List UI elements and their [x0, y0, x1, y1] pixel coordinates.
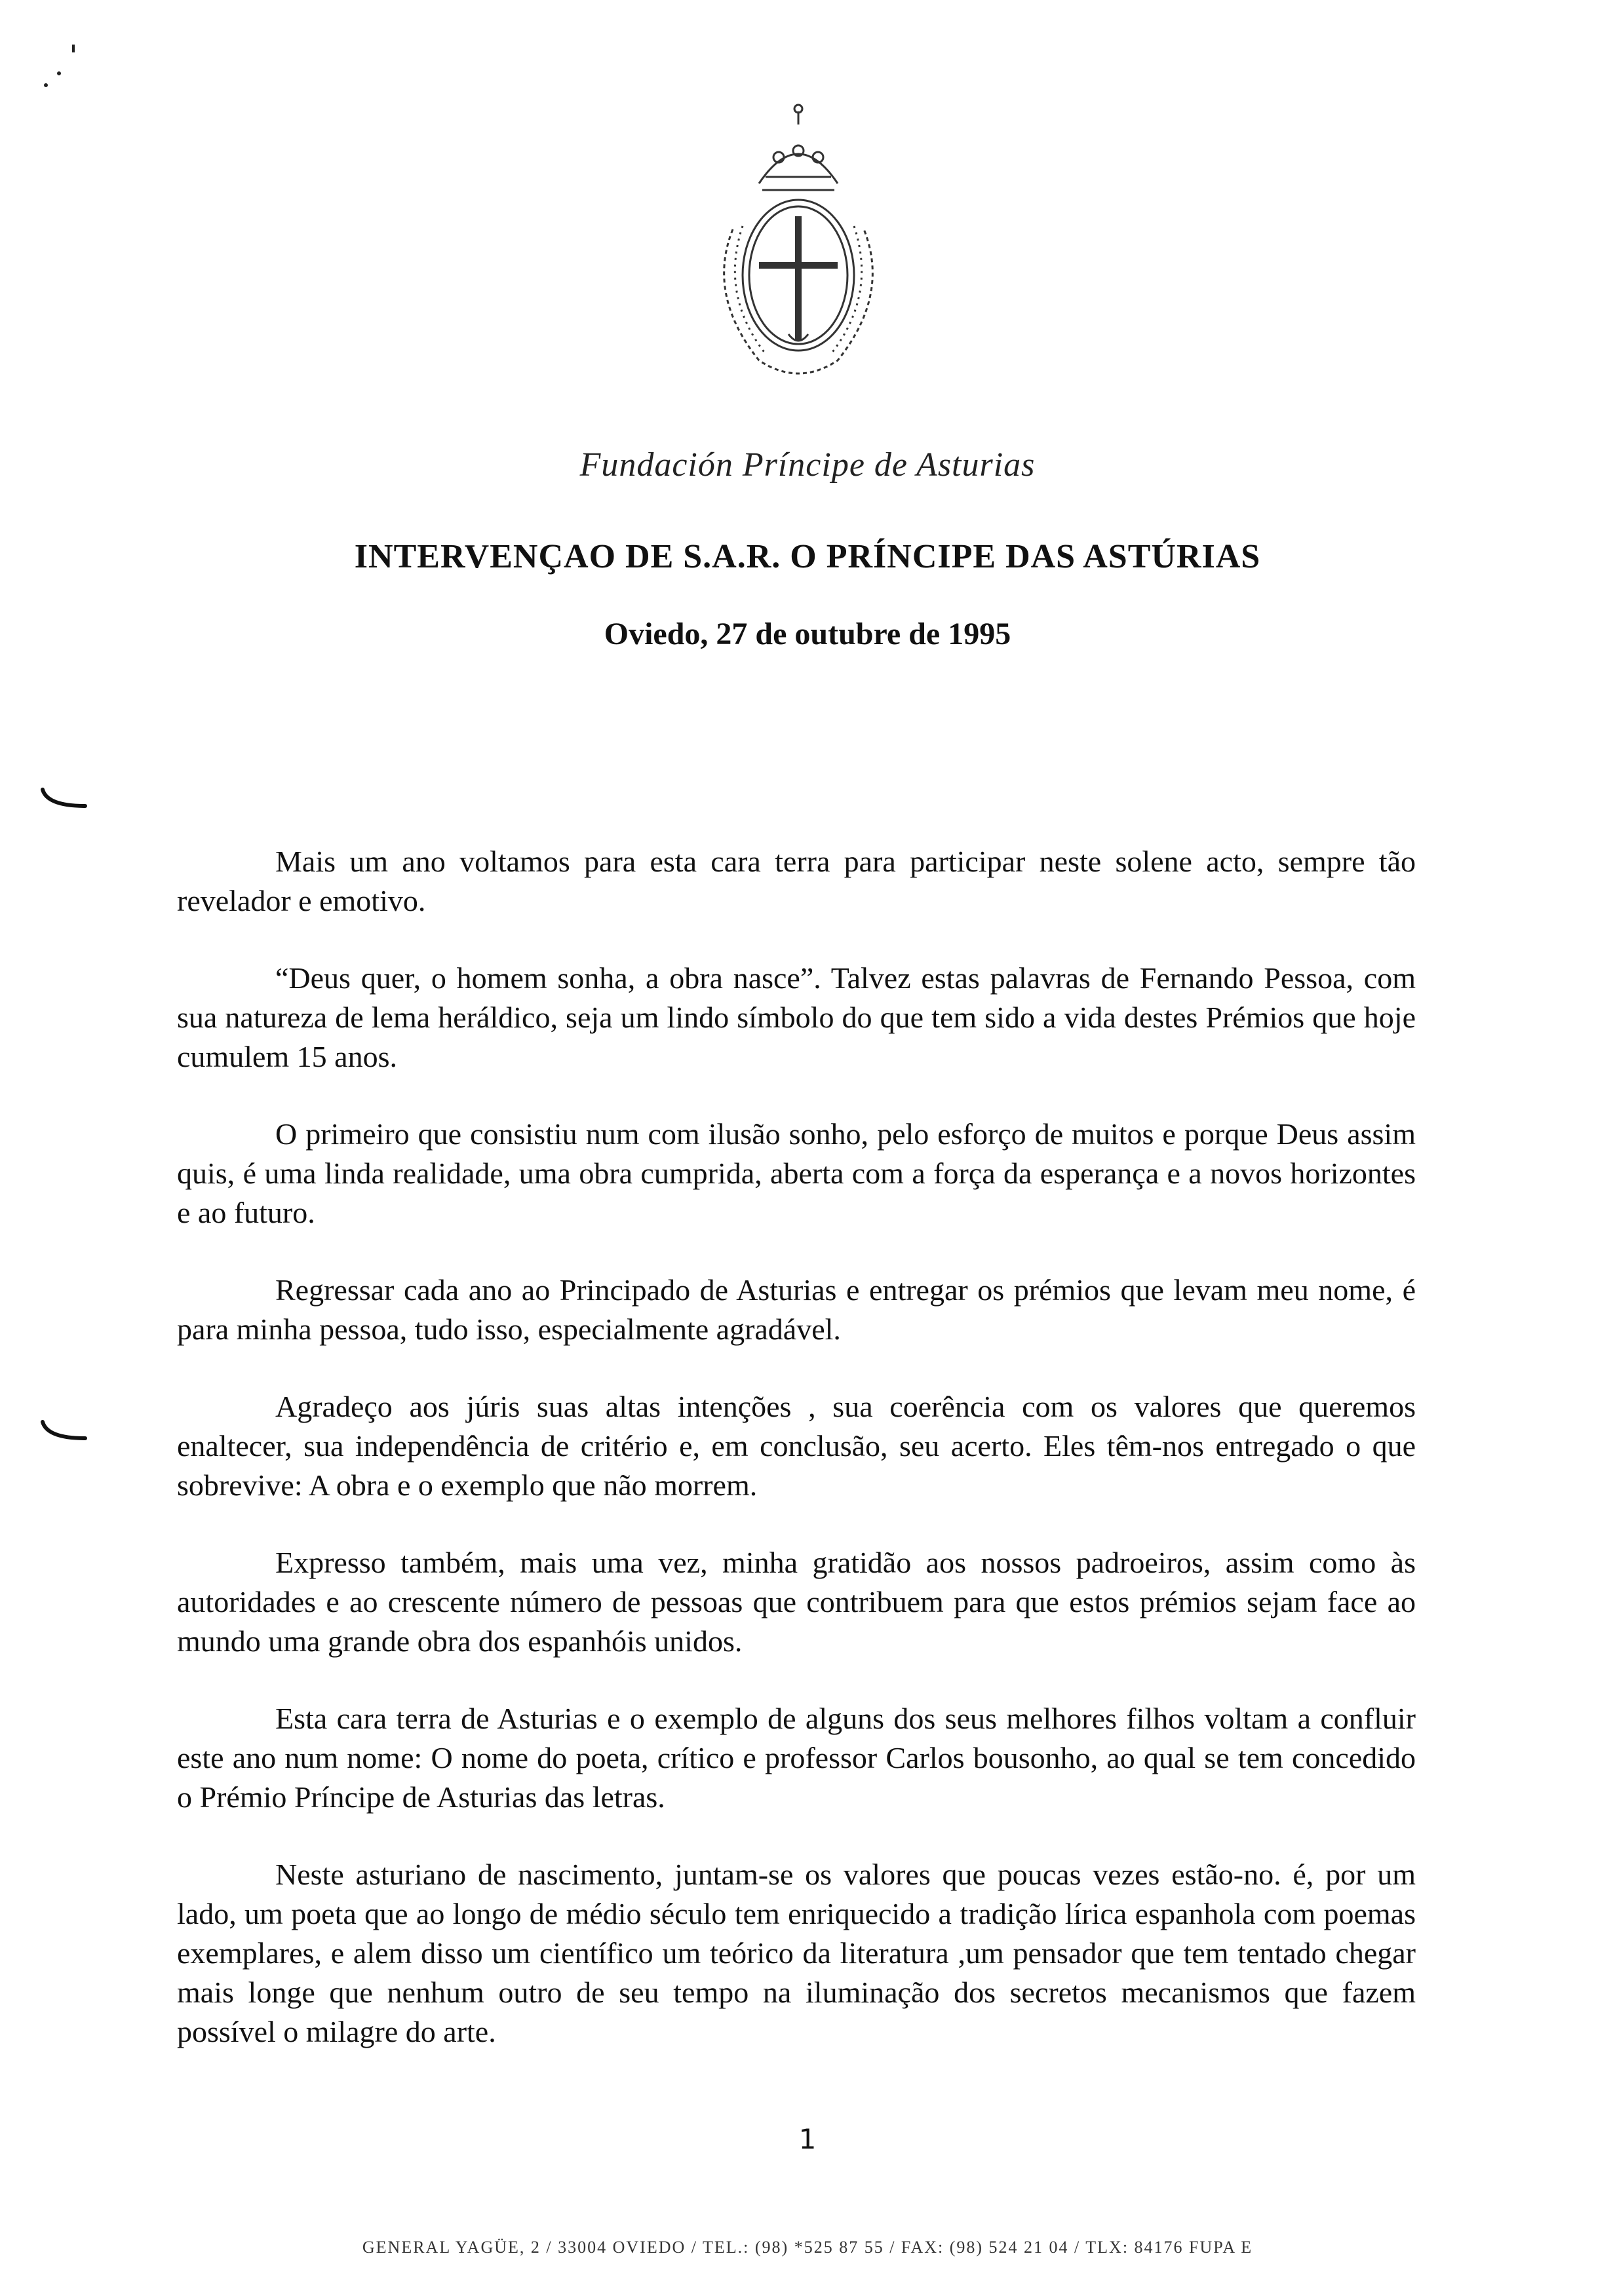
- paragraph: Esta cara terra de Asturias e o exemplo de alguns dos seus melhores filhos voltam a confluir este ano num nome: O nome do poeta, crítico e professor Carlos bousonho, ao qual se tem concedido o Prémio Príncipe de Asturias das letras.: [177, 1702, 1416, 1814]
- paragraph: Agradeço aos júris suas altas intenções , sua coerência com os valores que queremos enaltecer, sua independência de critério e, em conclusão, seu acerto. Eles têm-nos entregado o que sobrevive: A obra e o exemplo que não morrem.: [177, 1390, 1416, 1502]
- foundation-name: Fundación Príncipe de Asturias: [579, 446, 1036, 484]
- footer-address: GENERAL YAGÜE, 2 / 33004 OVIEDO / TEL.: (98) *525 87 55 / FAX: (98) 524 21 04 / TLX: 84176 FUPA E: [362, 2238, 1253, 2257]
- paragraph: “Deus quer, o homem sonha, a obra nasce”. Talvez estas palavras de Fernando Pessoa, com sua natureza de lema heráldico, seja um lindo símbolo do que tem sido a vida destes Prémios que hoje cumulem 15 anos.: [177, 961, 1416, 1073]
- paragraph: O primeiro que consistiu num com ilusão sonho, pelo esforço de muitos e porque Deus assim quis, é uma linda realidade, uma obra cumprida, aberta com a força da esperança e a novos horizontes e ao futuro.: [177, 1117, 1416, 1229]
- royal-coat-of-arms-icon: [680, 98, 916, 393]
- margin-check-mark: [39, 786, 92, 813]
- paragraph: Neste asturiano de nascimento, juntam-se os valores que poucas vezes estão-no. é, por um lado, um poeta que ao longo de médio século tem enriquecido a tradição lírica espanhola com poemas exemplares, e alem disso um científico um teórico da literatura ,um pensador que tem tentado chegar mais longe que nenhum outro de seu tempo na iluminação dos secretos mecanismos que fazem possível o milagre do arte.: [177, 1858, 1416, 2048]
- speech-date: Oviedo, 27 de outubre de 1995: [604, 617, 1011, 651]
- paragraph: Expresso também, mais uma vez, minha gratidão aos nossos padroeiros, assim como às autoridades e ao crescente número de pessoas que contribuem para que estos prémios sejam face ao mundo uma grande obra dos espanhóis unidos.: [177, 1546, 1416, 1658]
- speech-title: INTERVENÇAO DE S.A.R. O PRÍNCIPE DAS ASTÚRIAS: [354, 538, 1261, 575]
- page-number: 1: [798, 2123, 817, 2155]
- speech-body: [177, 842, 1416, 2090]
- paragraph: Mais um ano voltamos para esta cara terra para participar neste solene acto, sempre tão revelador e emotivo.: [177, 845, 1416, 917]
- margin-check-mark: [39, 1419, 92, 1445]
- scan-speck-marks: [39, 39, 79, 92]
- paragraph: Regressar cada ano ao Principado de Asturias e entregar os prémios que levam meu nome, é para minha pessoa, tudo isso, especialmente agradável.: [177, 1273, 1416, 1346]
